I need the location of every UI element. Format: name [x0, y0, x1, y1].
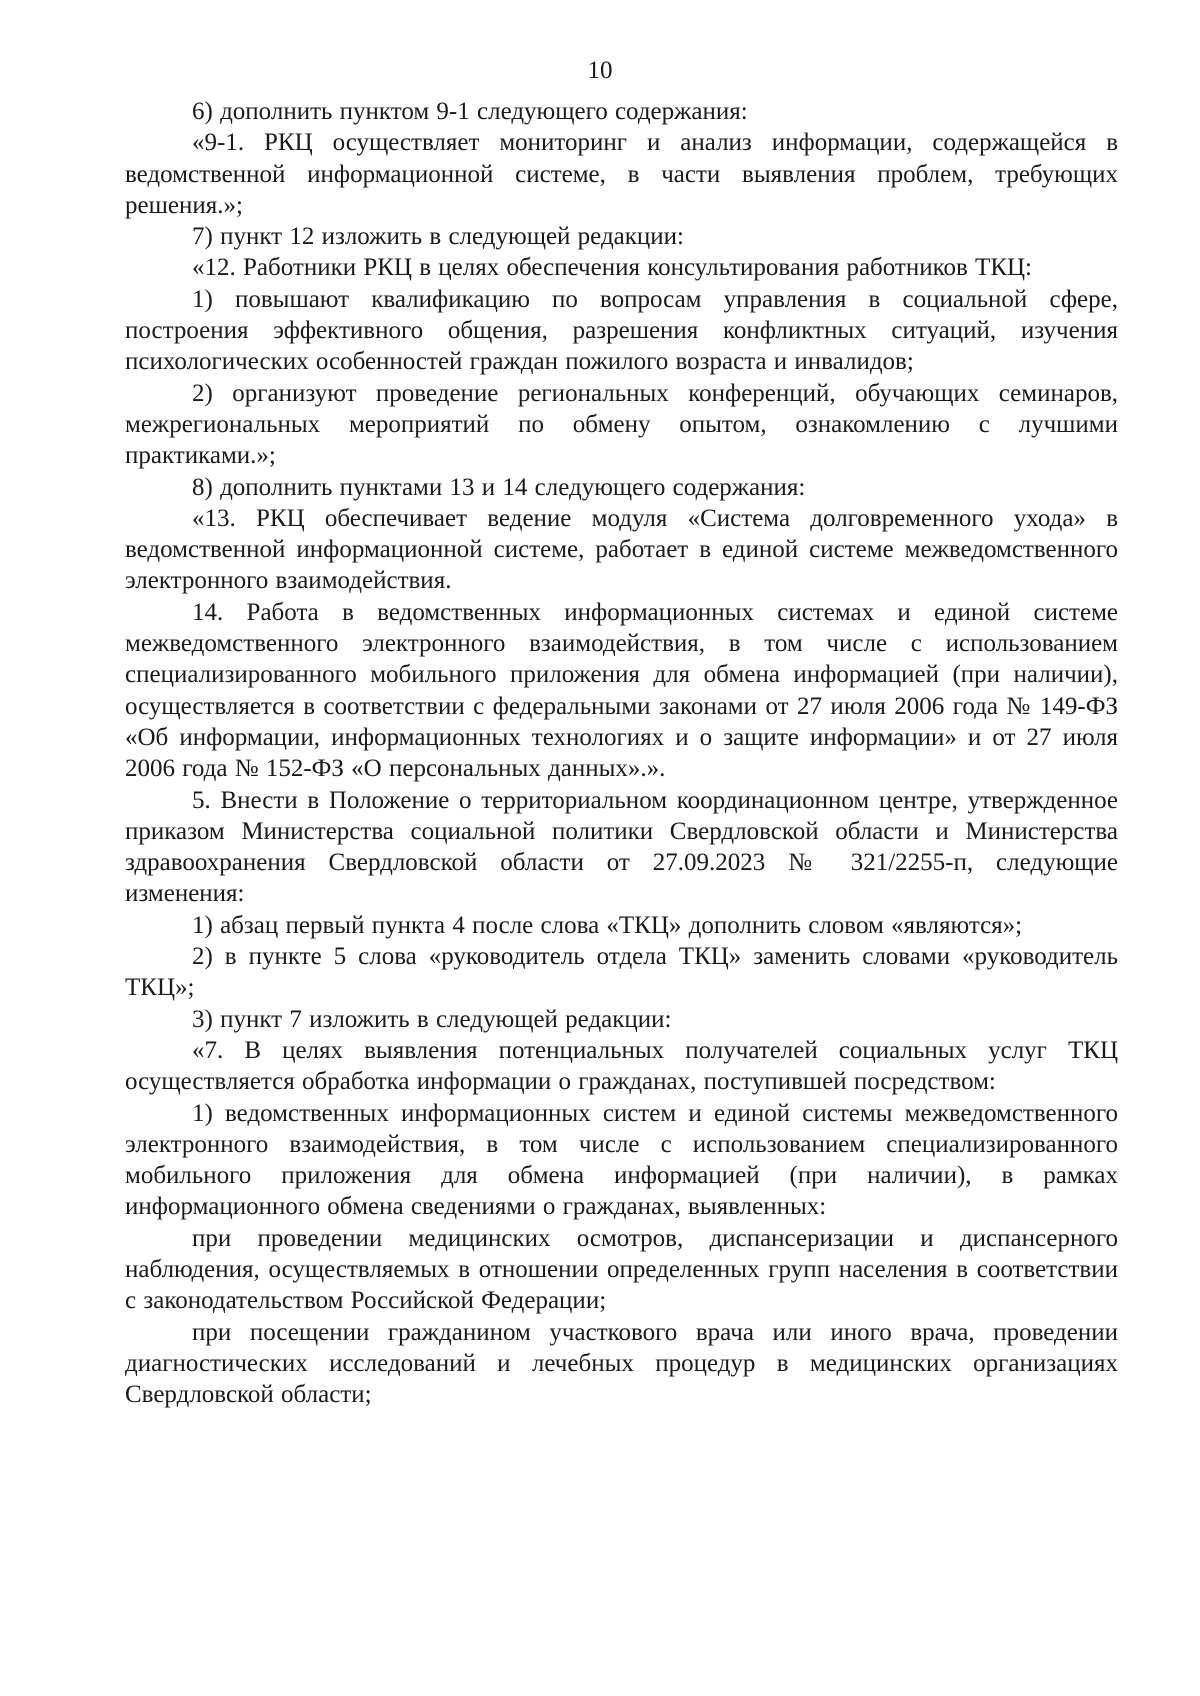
paragraph-clause-7: «7. В целях выявления потенциальных получателей социальных услуг ТКЦ осуществляется обработка информации о гражданах, поступившей посредством: [125, 1036, 1118, 1096]
paragraph-section-5: 5. Внести в Положение о территориальном координационном центре, утвержденное приказом Министерства социальной политики Свердловской области и Министерства здравоохранения Свердловской области от 27.09.2023 № 321/2255-п, следующие изменения: [125, 786, 1118, 908]
paragraph-clause-14: 14. Работа в ведомственных информационных системах и единой системе межведомственного электронного взаимодействия, в том числе с использованием специализированного мобильного приложения для обмена информацией (при наличии), осуществляется в соответствии с федеральными законами от 27 июля 2006 года № 149-ФЗ «Об информации, информационных технологиях и о защите информации» и от 27 июля 2006 года № 152-ФЗ «О персональных данных».». [125, 598, 1118, 783]
paragraph-item-7: 7) пункт 12 изложить в следующей редакции: [192, 223, 684, 251]
paragraph-item-8: 8) дополнить пунктами 13 и 14 следующего содержания: [192, 473, 806, 501]
paragraph-clause-13: «13. РКЦ обеспечивает ведение модуля «Система долговременного ухода» в ведомственной информационной системе, работает в единой системе межведомственного электронного взаимодействия. [125, 504, 1118, 595]
paragraph-clause-12-sub-2: 2) организуют проведение региональных конференций, обучающих семинаров, межрегиональных мероприятий по обмену опытом, ознакомлению с лучшими практиками.»; [125, 379, 1118, 470]
paragraph-item-6: 6) дополнить пунктом 9-1 следующего содержания: [192, 98, 748, 125]
paragraph-change-3: 3) пункт 7 изложить в следующей редакции: [192, 1005, 672, 1033]
page-number: 10 [587, 57, 613, 84]
paragraph-clause-12: «12. Работники РКЦ в целях обеспечения консультирования работников ТКЦ: [192, 254, 1032, 282]
paragraph-change-1: 1) абзац первый пункта 4 после слова «ТКЦ» дополнить словом «являются»; [192, 911, 1023, 939]
paragraph-medical-exams: при проведении медицинских осмотров, диспансеризации и диспансерного наблюдения, осуществляемых в отношении определенных групп населения в соответствии с законодательством Российской Федерации; [125, 1224, 1118, 1315]
document-body [125, 96, 1118, 1410]
paragraph-clause-7-sub-1: 1) ведомственных информационных систем и единой системы межведомственного электронного взаимодействия, в том числе с использованием специализированного мобильного приложения для обмена информацией (при наличии), в рамках информационного обмена сведениями о гражданах, выявленных: [125, 1099, 1118, 1221]
paragraph-clause-12-sub-1: 1) повышают квалификацию по вопросам управления в социальной сфере, построения эффективного общения, разрешения конфликтных ситуаций, изучения психологических особенностей граждан пожилого возраста и инвалидов; [125, 285, 1118, 376]
paragraph-change-2: 2) в пункте 5 слова «руководитель отдела ТКЦ» заменить словами «руководитель ТКЦ»; [125, 943, 1118, 1002]
paragraph-doctor-visits: при посещении гражданином участкового врача или иного врача, проведении диагностических исследований и лечебных процедур в медицинских организациях Свердловской области; [125, 1318, 1118, 1409]
paragraph-clause-9-1: «9-1. РКЦ осуществляет мониторинг и анализ информации, содержащейся в ведомственной информационной системе, в части выявления проблем, требующих решения.»; [125, 129, 1118, 219]
